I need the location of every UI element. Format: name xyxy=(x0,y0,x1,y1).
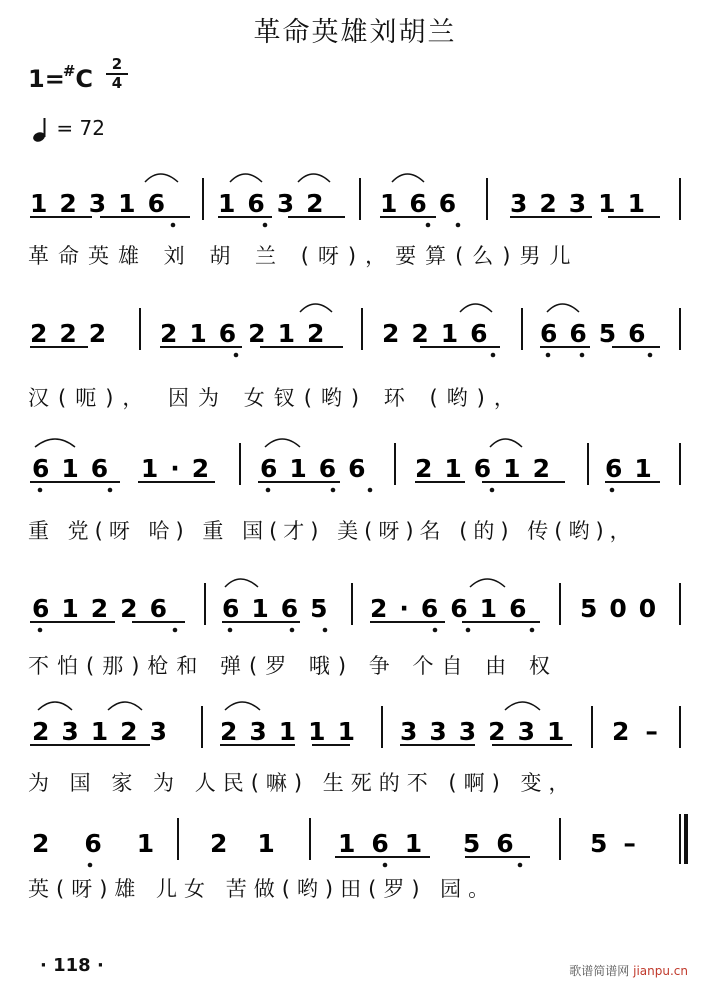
notation-row-1 xyxy=(0,160,710,230)
measure-1-2: 1632 xyxy=(218,189,336,218)
sharp-sign: # xyxy=(62,62,76,80)
measure-6-2: 21 xyxy=(210,829,305,858)
measure-1-3: 166 xyxy=(380,189,469,218)
measure-5-1: 23123 xyxy=(32,717,179,746)
measure-3-2: 6166 xyxy=(260,454,378,483)
watermark xyxy=(569,962,688,979)
notation-row-5 xyxy=(0,688,710,758)
measure-6-1: 261 xyxy=(32,829,190,858)
tempo-marking xyxy=(32,116,105,143)
measure-2-3: 2216 xyxy=(382,319,500,348)
measure-3-4: 61 xyxy=(605,454,664,483)
measure-4-4: 500 xyxy=(580,594,669,623)
lyric-row-5: 为 国 家 为 人民(嘛) 生死的不 (啊) 变， xyxy=(28,771,577,795)
lyric-row-4: 不怕(那)枪和 弹(罗 哦) 争 个自 由 权 xyxy=(28,654,558,678)
measure-1-4: 32311 xyxy=(510,189,657,218)
measure-2-2: 216212 xyxy=(160,319,337,348)
key-prefix: 1= xyxy=(28,65,65,93)
lyric-row-1: 革命英雄 刘 胡 兰 (呀)，要算(么)男儿 xyxy=(28,244,580,268)
measure-5-4: 2– xyxy=(612,717,674,746)
measure-2-1: 222 xyxy=(30,319,119,348)
key-signature xyxy=(28,62,93,93)
page-title: 革命英雄刘胡兰 xyxy=(253,17,457,48)
page-number: · 118 · xyxy=(40,955,104,976)
notation-row-4 xyxy=(0,565,710,635)
time-signature xyxy=(106,57,128,91)
tempo-value: = 72 xyxy=(56,116,105,140)
lyric-row-6: 英(呀)雄 儿女 苦做(哟)田(罗) 园。 xyxy=(28,877,497,901)
measure-4-2: 6165 xyxy=(222,594,340,623)
measure-1-1: 12316 xyxy=(30,189,177,218)
watermark-text: 歌谱简谱网 xyxy=(569,964,630,978)
key-note: C xyxy=(75,65,94,93)
measure-3-3: 21612 xyxy=(415,454,562,483)
meter-bottom: 4 xyxy=(111,74,123,92)
quarter-note-icon xyxy=(32,117,50,143)
measure-4-3: 2·6616 xyxy=(370,594,539,623)
measure-3-1: 616 1·2 xyxy=(32,454,222,483)
notation-row-3 xyxy=(0,425,710,495)
measure-5-3: 333231 xyxy=(400,717,577,746)
measure-4-1: 61226 xyxy=(32,594,179,623)
lyric-row-2: 汉(呃)， 因为 女钗(哟) 环 (哟)， xyxy=(28,386,524,410)
notation-row-2 xyxy=(0,290,710,360)
meter-top: 2 xyxy=(111,55,123,73)
measure-6-4: 5– xyxy=(590,829,652,858)
measure-5-2: 23111 xyxy=(220,717,367,746)
notation-row-6 xyxy=(0,800,710,870)
measure-2-4: 6656 xyxy=(540,319,658,348)
lyric-row-3: 重 党(呀 哈) 重 国(才) 美(呀)名 (的) 传(哟)， xyxy=(28,519,637,543)
measure-6-3: 161 56 xyxy=(338,829,530,858)
watermark-url: jianpu.cn xyxy=(633,964,688,978)
